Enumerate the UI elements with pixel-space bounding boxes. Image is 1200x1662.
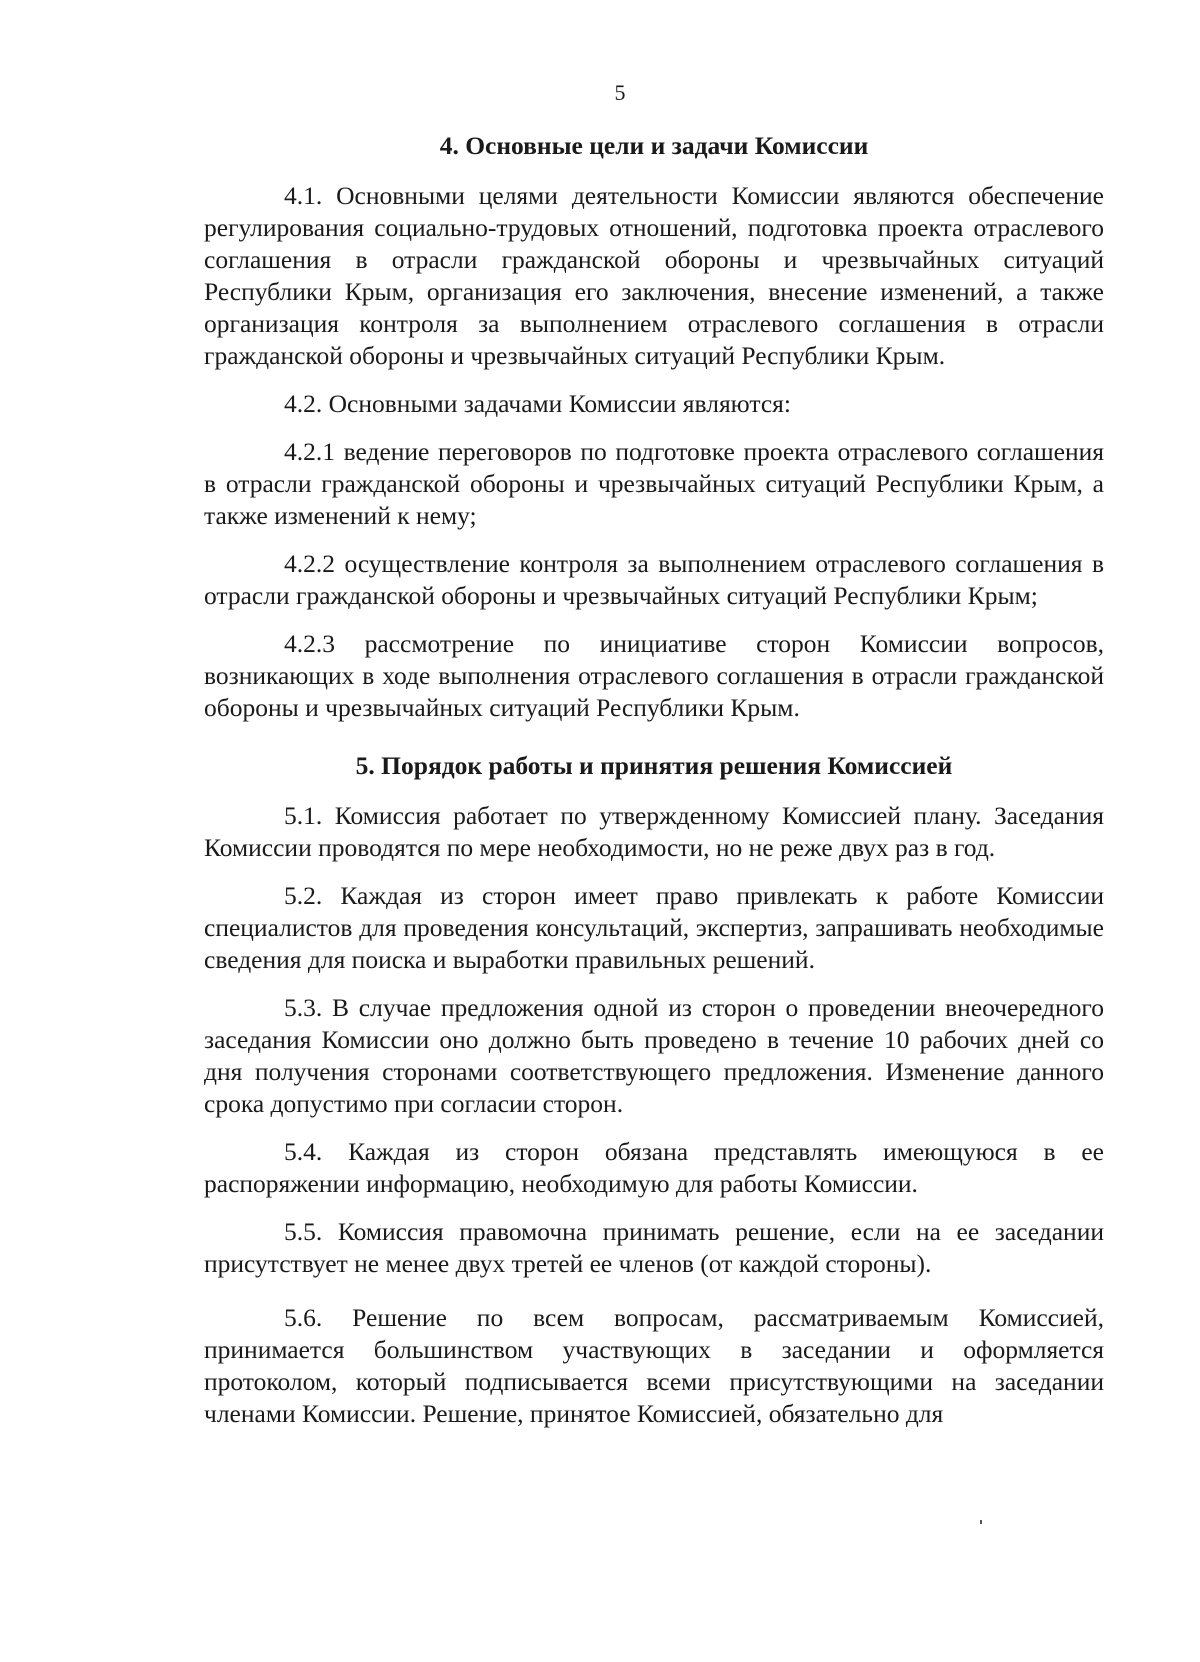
paragraph-4-2-1: 4.2.1 ведение переговоров по подготовке проекта отраслевого соглашения в отрасли гражданской обороны и чрезвычайных ситуаций Республики Крым, а также изменений к нему; — [204, 437, 1104, 530]
paragraph-5-1: 5.1. Комиссия работает по утвержденному Комиссией плану. Заседания Комиссии проводятся по мере необходимости, но не реже двух раз в год. — [204, 801, 1104, 862]
paragraph-5-2: 5.2. Каждая из сторон имеет право привлекать к работе Комиссии специалистов для проведения консультаций, экспертиз, запрашивать необходимые сведения для поиска и выработки правильных решений. — [204, 881, 1104, 974]
section-4-heading: 4. Основные цели и задачи Комиссии — [439, 131, 869, 160]
page-number: 5 — [614, 80, 626, 105]
paragraph-4-2: 4.2. Основными задачами Комиссии являются: — [284, 389, 791, 418]
section-5-heading: 5. Порядок работы и принятия решения Комиссией — [355, 751, 953, 780]
document-body — [204, 130, 1104, 1430]
paragraph-5-4: 5.4. Каждая из сторон обязана представлять имеющуюся в ее распоряжении информацию, необходимую для работы Комиссии. — [204, 1137, 1104, 1198]
paragraph-4-1: 4.1. Основными целями деятельности Комиссии являются обеспечение регулирования социально-трудовых отношений, подготовка проекта отраслевого соглашения в отрасли гражданской обороны и чрезвычайных ситуаций Республики Крым, организация его заключения, внесение изменений, а также организация контроля за выполнением отраслевого соглашения в отрасли гражданской обороны и чрезвычайных ситуаций Республики Крым. — [204, 181, 1104, 370]
paragraph-5-6: 5.6. Решение по всем вопросам, рассматриваемым Комиссией, принимается большинством участвующих в заседании и оформляется протоколом, который подписывается всеми присутствующими на заседании членами Комиссии. Решение, принятое Комиссией, обязательно для — [204, 1303, 1104, 1428]
paragraph-5-3: 5.3. В случае предложения одной из сторон о проведении внеочередного заседания Комиссии оно должно быть проведено в течение 10 рабочих дней со дня получения сторонами соответствующего предложения. Изменение данного срока допустимо при согласии сторон. — [204, 993, 1104, 1118]
scan-speck — [980, 1520, 982, 1524]
paragraph-4-2-2: 4.2.2 осуществление контроля за выполнением отраслевого соглашения в отрасли гражданской обороны и чрезвычайных ситуаций Республики Крым; — [204, 549, 1104, 610]
paragraph-4-2-3: 4.2.3 рассмотрение по инициативе сторон Комиссии вопросов, возникающих в ходе выполнения отраслевого соглашения в отрасли гражданской обороны и чрезвычайных ситуаций Республики Крым. — [204, 629, 1104, 722]
paragraph-5-5: 5.5. Комиссия правомочна принимать решение, если на ее заседании присутствует не менее двух третей ее членов (от каждой стороны). — [204, 1217, 1104, 1278]
